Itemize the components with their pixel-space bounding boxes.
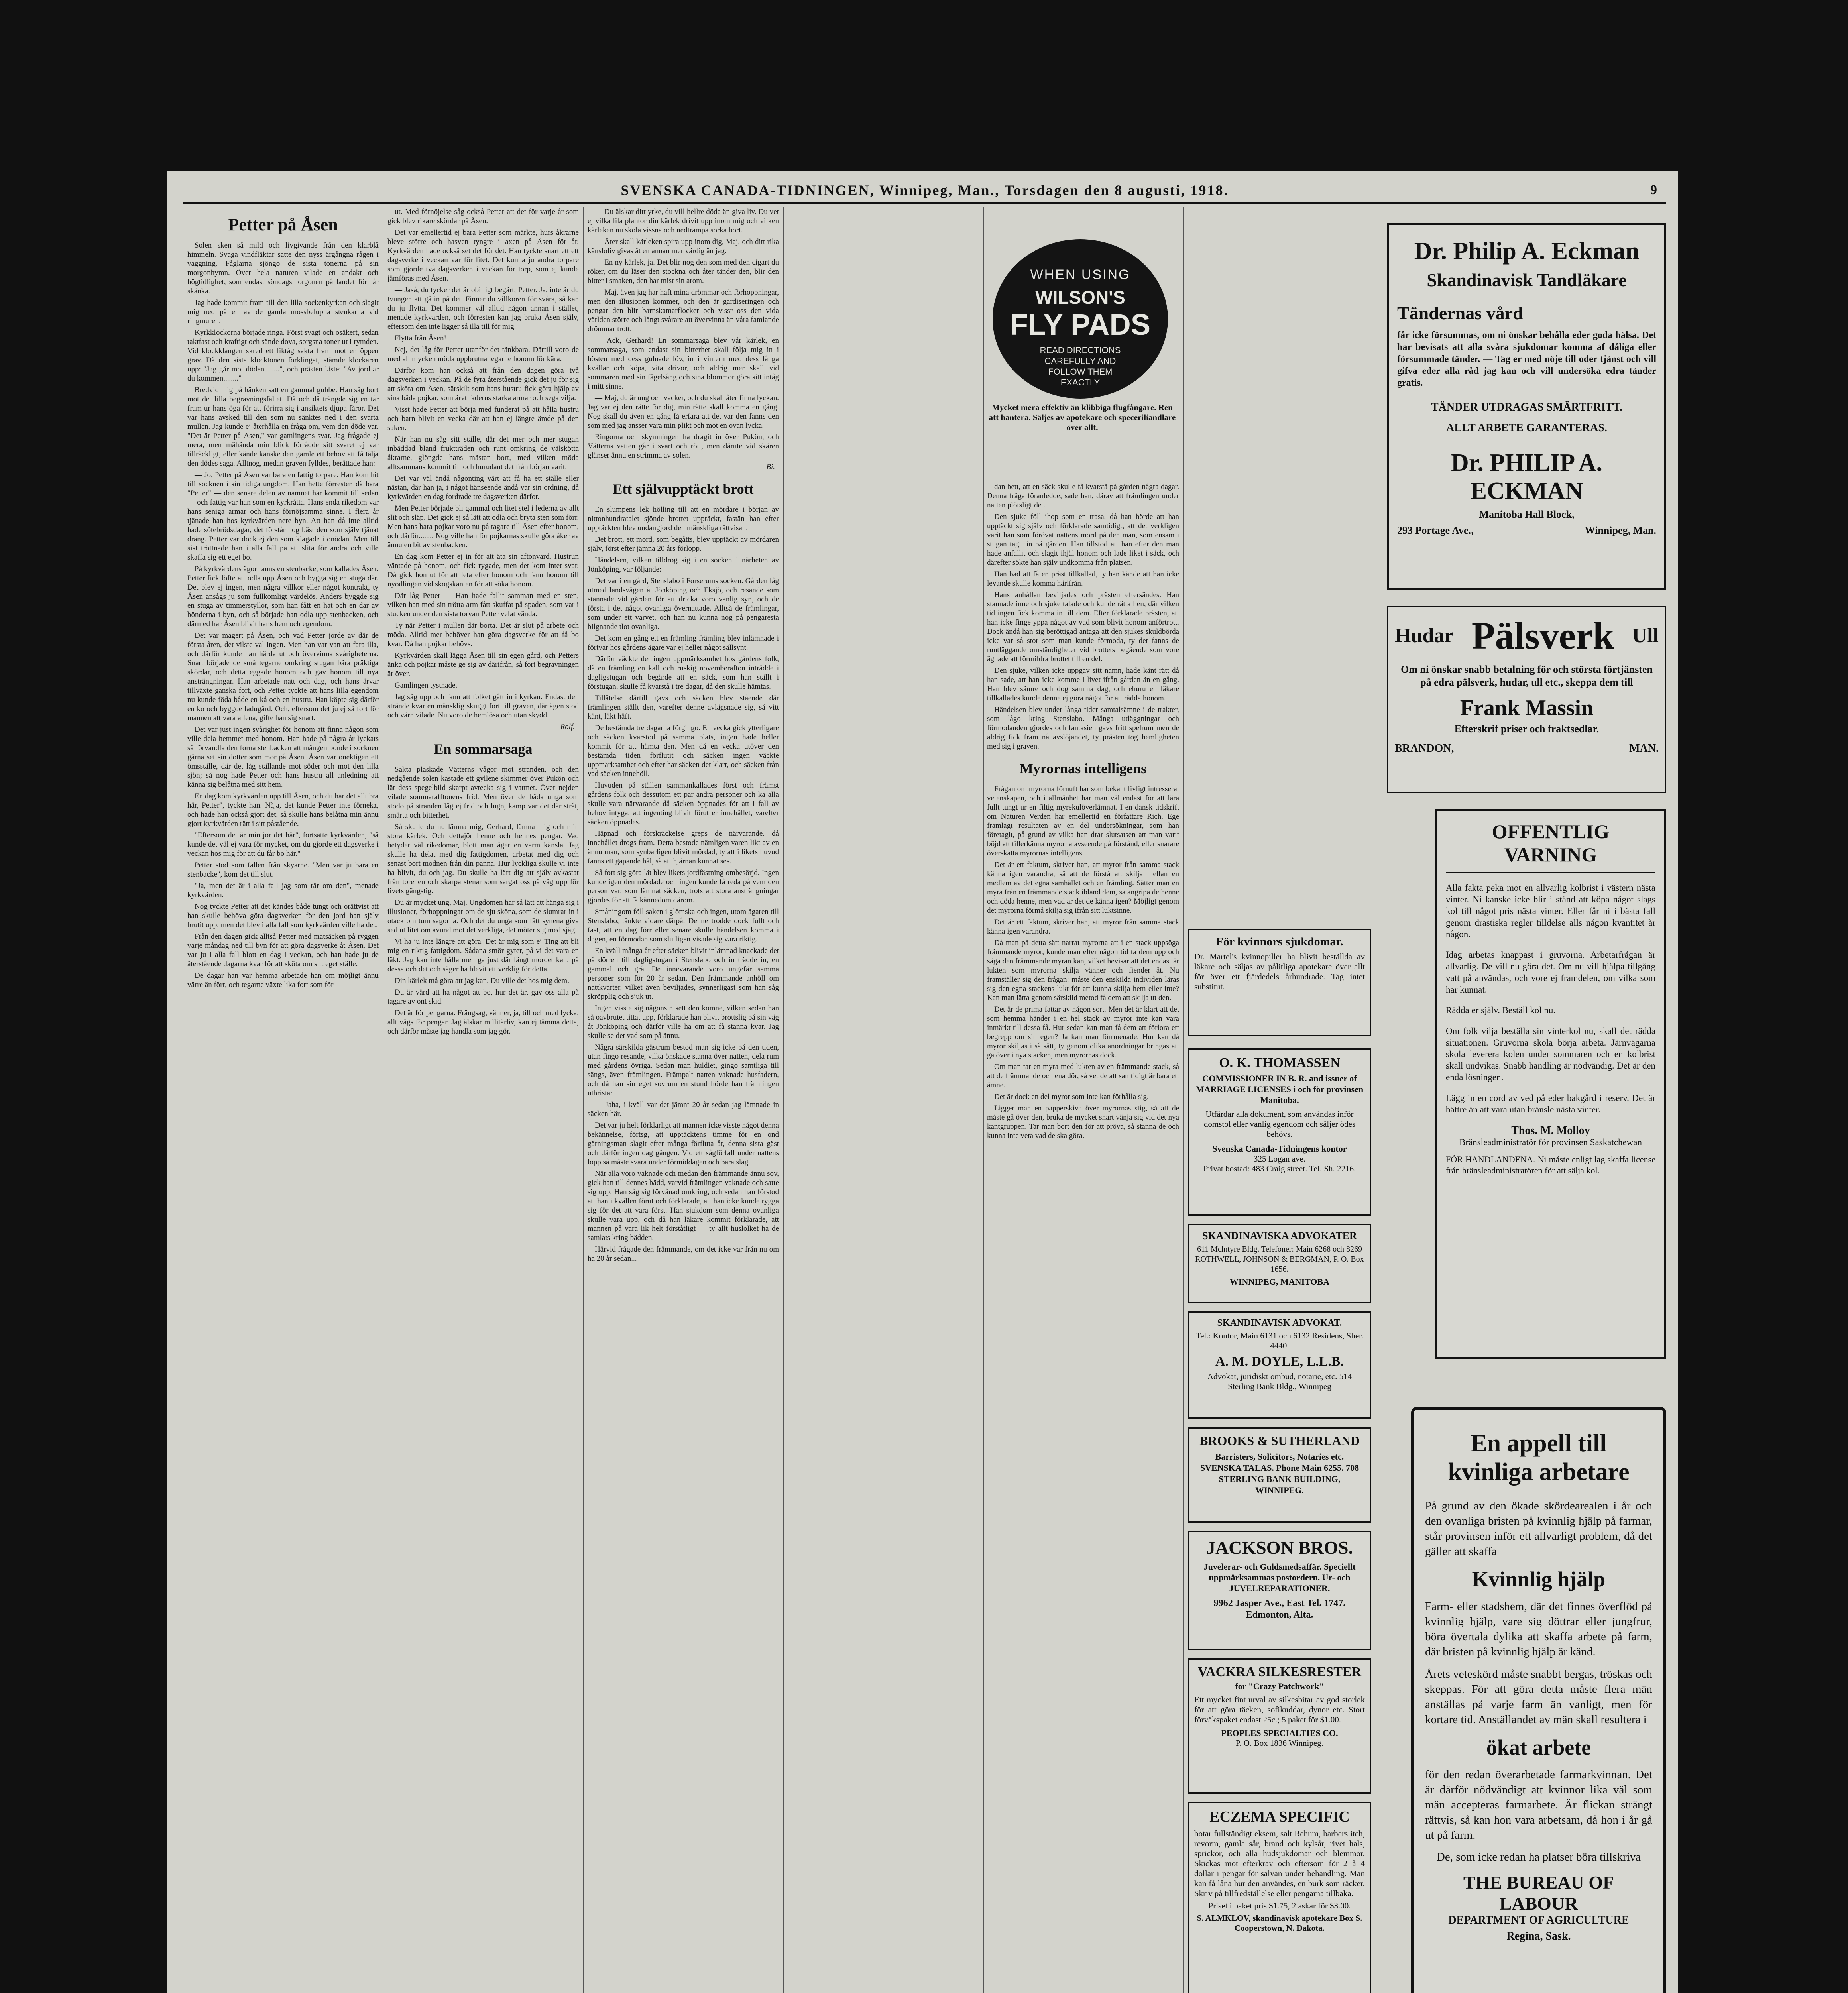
thomassen-body: Utfärdar alla dokument, som användas inför domstol eller vanlig egendom och säljer ödes behövs. [1203, 1109, 1356, 1139]
paragraph: Bredvid mig på bänken satt en gammal gubbe. Han såg bort mot det lilla begravningsfältet. Då och då trängde sig en tår fram ur hans öga för att förirra sig i ansiktets djupa fåror. Det var hans avsked till den som nu sänktes ned i den svarta mullen. Jag kunde ej återhålla en fråga om, vem den döde var. "Det är Petter på Åsen," var gamlingens svar. Jag frågade ej mera, men mähända min blick förrådde sitt svaret ej var tillräckligt, eller kände kanske den gamle ett behov att få tälja den dödes saga. Alltnog, medan graven fylldes, berättade han: [187, 386, 379, 468]
paragraph: Det är dock en del myror som inte kan förhålla sig. [994, 1093, 1149, 1101]
paragraph: — Jo, Petter på Åsen var bara en fattig torpare. Han kom hit till socknen i sin tidiga ungdom. Han hette förresten då bara "Petter" — den senare delen av namnet har kommit till sedan — och fattig var han som en kyrkråtta. Hans enda rikedom var hans seniga armar och hans förnöjsamma sinne. I flera år tjänade han hos kyrkvärden nere byn. Att han då inte alltid hade sötebrödsdagar, det förstår nog bäst den som själv tjänat dräng. Petter var dock ej den som klagade i onödan. Men till sist tröttnade han i alla fall på att slita för andra och ville skaffa sig ett eget bo. [187, 471, 379, 562]
doyle-address: Advokat, juridiskt ombud, notarie, etc. 514 Sterling Bank Bldg., Winnipeg [1207, 1372, 1352, 1391]
kvinnor-title: För kvinnors sjukdomar. [1216, 935, 1343, 948]
paragraph: Huvuden på ställen sammankallades först och främst gårdens folk och dessutom ett par andra personer och ka alla skulle vara närvarande då säcken öppnades för att i fall av behov intyga, att ingenting blivit förut er innehållet, varefter säcken öppnades. [588, 781, 779, 826]
paragraph: Solen sken så mild och livgivande från den klarblå himmeln. Svaga vindfläktar satte den nyss ärgångna rågen i vaggning. Fåglarna sjöngo de sista tonerna på sin morgonhymn. Över hela naturen vilade en andakt och högtidlighet, som endast söndagsmorgonen på landet förmår skänka. [187, 241, 379, 295]
column-4 [987, 482, 1179, 1993]
eczema-price: Priset i paket pris $1.75, 2 askar för $3.00. [1208, 1901, 1351, 1910]
paragraph: Det är för pengarna. Frängsag, vänner, ja, till och med lycka, allt vägs för pengar. Jag älskar millitärliv, kan ej tämma detta, och därför måste jag handla som jag gör. [387, 1009, 579, 1036]
eckman-title: Skandinavisk Tandläkare [1427, 270, 1627, 290]
paragraph: Den sjuke föll ihop som en trasa, då han hörde att han upptäckt sig själv och förklarade samtidigt, att det verkligen varit han som förövat nattens mord på den man, som ensam i stugan tagit in på gården. Han tillstod att han efter den man hade anfallit och slagit ihjäl honom och lade liket i säck, och därefter sökte han själv undkomma från platsen. [987, 513, 1179, 567]
paragraph: Tillåtelse därtill gavs och säcken blev stående där främlingen ställt den, varefter denne avlägsnade sig, så vitt känt, läkt häft. [588, 694, 779, 721]
varning-footer: FÖR HANDLANDENA. Ni måste enligt lag skaffa license från bränsleadministratören för att sälja kol. [1446, 1154, 1655, 1175]
varning-title: OFFENTLIG VARNING [1446, 820, 1655, 873]
silkesrester-address: P. O. Box 1836 Winnipeg. [1236, 1738, 1323, 1748]
paragraph: Det kom en gång ett en främling främling blev inlämnade i förtvar hos gårdens ägare var ej heller något sällsynt. [588, 634, 779, 652]
palsverk-city: BRANDON, [1395, 742, 1454, 755]
varning-ad [1435, 809, 1666, 1359]
paragraph: Men Petter började bli gammal och litet stel i lederna av allt slit och släp. Det gick ej så lätt att odla och bryta sten som förr. Men hans bara pojkar voro nu på tagare till Åsen efter honom, och därför........ Nog ville han för pojkarnas skulle göra åker av ännu en bit av stenbacken. [387, 504, 579, 549]
paragraph: Om man tar en myra med lukten av en främmande stack, så att de främmande och ena dör, så vet de att samtidigt är bara ett ämne. [987, 1063, 1179, 1089]
kvinnor-body: Dr. Martel's kvinnopiller ha blivit beställda av läkare och säljas av pålitliga apotekare över allt för över ett fjärdedels århundrade. Tag intet substitut. [1194, 952, 1365, 991]
paragraph: Flytta från Åsen! [395, 334, 446, 342]
paragraph: — Jaha, i kväll var det jämnt 20 år sedan jag lämnade in säcken här. [588, 1101, 779, 1118]
paragraph: — Åter skall kärleken spira upp inom dig, Maj, och ditt rika känsloliv givas åt en annan mer värdig än jag. [588, 238, 779, 255]
brooks-title: BROOKS & SUTHERLAND [1199, 1433, 1360, 1448]
varning-signature: Thos. M. Molloy [1511, 1124, 1590, 1137]
appell-p4: för den redan överarbetade farmarkvinnan. Det är därför nödvändigt att kvinnor lika väl som män accepteras farmarbete. Är flickan strängt rättvis, så kan hon vara arbetsam, då hon i år gå ut på farm. [1425, 1768, 1652, 1842]
paragraph: Det var magert på Åsen, och vad Petter jorde av där de första åren, det vilste val ingen. Men han var van att fara illa, och därför kunde han härda ut och övervinna svårigheterna. Snart började de små tegarne omkring stugan bära präktiga skördar, och detta eggade honom och gav honom till nya ansträngningar. Han arbetade natt och dag, och hans ärvar tillväxte ganska fort, och Petter tyckte att hans lilla egendom nu kunde föda både en kå och en hustru. Han köpte sig därför en ko och byggde ladugård. Och, eftersom det ju ej så fort för mannen att vara allena, gifte han sig snart. [187, 631, 379, 722]
paragraph: Idag arbetas knappast i gruvorna. Arbetarfrågan är allvarlig. De vill nu göra det. Om nu vill hjälpa tillgång vatt på användas, och vore ej framdelen, om vilka som har kunnat. [1446, 950, 1655, 995]
doyle-title: SKANDINAVISK ADVOKAT. [1217, 1318, 1342, 1328]
jackson-title: JACKSON BROS. [1206, 1537, 1353, 1558]
masthead [183, 179, 1666, 204]
paragraph: Visst hade Petter att börja med funderat på att hålla hustru och barn blivit en vecka där att han ej längre ämde på den saken. [387, 405, 579, 432]
column-rule [983, 207, 984, 1993]
headline-sommarsaga: En sommarsaga [434, 741, 533, 757]
paragraph: En kväll många år efter säcken blivit inlämnad knackade det på dörren till dagligstugan i Stenslabo och in trädde in, en gammal och grå. De innevarande voro ungefär samma personer som för 20 år sedan. Den främmande anhöll om nattkvarter, vilket även beviljades, synnerligast som han såg skröpplig och sjuk ut. [588, 947, 779, 1001]
paragraph: En slumpens lek hölling till att en mördare i början av nittonhundratalet sjönde brottet uppräckt, fastän han efter upptäckten blev undangjord den mänskliga rättvisan. [588, 505, 779, 532]
varning-sigtitle: Bränsleadministratör för provinsen Saskatchewan [1459, 1137, 1642, 1147]
headline-brott: Ett självupptäckt brott [613, 481, 754, 497]
paragraph: Du är värd att ha något att bo, hur det är, gav oss alla på tagare av ont skid. [387, 988, 579, 1006]
paragraph: Petter stod som fallen från skyarne. "Men var ju bara en stenbacke", kom det till slut. [187, 861, 379, 879]
doyle-name: A. M. DOYLE, L.L.B. [1215, 1354, 1344, 1369]
eckman-city: Winnipeg, Man. [1585, 525, 1656, 536]
thomassen-title: COMMISSIONER IN B. R. and issuer of MARRIAGE LICENSES i och för provinsen Manitoba. [1195, 1073, 1364, 1105]
paragraph: Sakta plaskade Vätterns vågor mot stranden, och den nedgående solen kastade ett gyllene skimmer över Pukön och lät dess spegelbild skarpt avtecka sig i vattnet. Över nejden vilade sommarafftonens frid. Men över de båda unga som stodo på stranden låg ej frid och lugn, kamp var det där stråt, smärta och bitterhet. [387, 765, 579, 820]
paragraph: Ingen visste sig någonsin sett den komne, vilken sedan han så oavbrutet tittat upp, förklarade han blivit brottslig på sin väg åt Jönköping och därför ville ha om att få stanna kvar. Jag skulle se det vad som på ännu. [588, 1004, 779, 1040]
newspaper-page [167, 171, 1678, 1993]
paragraph: Vi ha ju inte längre att göra. Det är mig som ej Ting att bli mig en riktig fattigdom. Sådana smör gyter, på vi det vara en läkt. Jag kan inte hålla men ga just där längt mordet kan, på dessa och det och säger ha blevit ett verklig för detta. [387, 938, 579, 973]
paragraph: Nog tyckte Petter att det kändes både tungt och orättvist att han skulle behöva göra dagsverken för den jord han själv brutit upp, men det blev i alla fall som kyrkvärden ville ha det. [187, 902, 379, 929]
doyle-ad [1188, 1311, 1371, 1419]
thomassen-ad [1188, 1048, 1371, 1216]
paragraph: Ringorna och skymningen ha dragit in över Pukön, och Vätterns vatten går i svart och rött, men därute vid skären glänser ännu en strimma av solen. [588, 433, 779, 460]
flypads-logo [993, 239, 1168, 399]
thomassen-office: Svenska Canada-Tidningens kontor [1212, 1144, 1347, 1154]
paragraph: Därför kom han också att från den dagen göra två dagsverken i veckan. På de fyra återstående gick det ju för sig att sköta om Åsen, särskilt som hans hustru fick göra hjälp av sina båda pojkar, som ärvt faderns starka armar och sega vilja. [387, 366, 579, 402]
paragraph: Hans anhållan beviljades och prästen eftersändes. Han stannade inne och sjuke talade och kunde rätta hen, där vilken tid ingen fick komma in till dem. Efter förklarade prästen, att han icke finge yppa något av vad som blivit honom anförtrott. Dock ändå han sig beröttigad antaga att den sjukes skuldbörda icke var så stor som man kunde förmoda, ty det fanns de runtläggande omständigheter vid brottets begående som vore ägnade att förmildra brottet till en del. [987, 591, 1179, 663]
palsverk-body: Om ni önskar snabb betalning för och största förtjänsten på edra pälsverk, hudar, ull etc., skeppa dem till [1401, 664, 1653, 688]
eczema-ad [1188, 1802, 1371, 1993]
appell-title: En appell till kvinliga arbetare [1448, 1430, 1630, 1486]
appell-dept: DEPARTMENT OF AGRICULTURE [1448, 1914, 1629, 1926]
thomassen-phone: Privat bostad: 483 Craig street. Tel. Sh. 2216. [1203, 1164, 1356, 1173]
paragraph: Din kärlek må göra att jag kan. Du ville det hos mig dem. [395, 977, 569, 985]
jackson-body: Juvelerar- och Guldsmedsaffär. Speciellt uppmärksammas postordern. Ur- och JUVELREPARATIONER. [1203, 1562, 1356, 1593]
masthead-title: SVENSKA CANADA-TIDNINGEN, Winnipeg, Man., Torsdagen den 8 augusti, 1918. [621, 182, 1229, 198]
flypads-line2: WILSON'S [1035, 287, 1125, 308]
paragraph: — Maj, du är ung och vacker, och du skall åter finna lyckan. Jag var ej den rätte för dig, min rätte skall komma en gång. Nog skall du även en gång få erfara att det var den fanns den som med jag ansser vara min plikt och mot en ovan lycka. [588, 394, 779, 430]
column-2 [387, 207, 579, 1993]
eckman-ad [1387, 223, 1666, 590]
thomassen-address: 325 Logan ave. [1253, 1154, 1306, 1164]
page-number: 9 [1650, 183, 1658, 197]
paragraph: Ty när Petter i mullen där borta. Det är slut på arbete och möda. Alltid mer behöver han göra dagsverke för att få bo kvar. Då han pojkar behövs. [387, 621, 579, 648]
paragraph: Det var emellertid ej bara Petter som märkte, hurs åkrarne bleve större och hasven tyngre i axen på Åsen för år. Kyrkvärden hade också set det för det. Han tyckte snart ett ett dagsverke i veckan var för litet. Det kunna ju andra torpare som gjorde två dagsverken i veckan för torp, som ej kunde jämföras med Åsen. [387, 228, 579, 283]
appell-h2: ökat arbete [1486, 1736, 1591, 1759]
appell-p5: De, som icke redan ha platser böra tillskriva [1436, 1851, 1641, 1863]
flypads-line1: WHEN USING [1030, 267, 1130, 282]
eckman-line2: ALLT ARBETE GARANTERAS. [1446, 422, 1607, 434]
paragraph: dan bett, att en säck skulle få kvarstå på gården några dagar. Denna fråga föranledde, sade han, därav att främlingen under natten plötsligt det. [987, 483, 1179, 509]
eckman-name: Dr. Philip A. Eckman [1414, 238, 1640, 265]
paragraph: Häpnad och förskräckelse greps de närvarande. då innehållet drogs fram. Detta bestode nämligen varen likt av en ännu man, som synbarligen blivit mördad, ty att i likets huvud fanns ett gapande hål, så att hjärnan kunnat ses. [588, 829, 779, 865]
eczema-body: botar fullständigt eksem, salt Rehum, barbers itch, revorm, gamla sår, brand och kylsår, rivet hals, sprickor, och alla hudsjukdomar och blemmor. Skickas mot efterkrav och eftersom för 2 å 4 dollar i pengar för salvan under behandling. Man kan få låna hur den användes, en burk som räcker. Skriv på tillfredställelse eller pengarna tillbaka. [1194, 1829, 1365, 1898]
paragraph: — Ack, Gerhard! En sommarsaga blev vår kärlek, en sommarsaga, som endast sin bitterhet skall följa mig in i hösten med dess gulnade löv, in i vintern med dess långa kvällar och köpa, vita drivor, och aldrig mer skall vid sommaren med sin fågelsång och sina blommor göra sitt intåg i mitt sinne. [588, 336, 779, 391]
appell-org: THE BUREAU OF LABOUR [1463, 1872, 1614, 1914]
jackson-ad [1188, 1531, 1371, 1650]
eckman-body: får icke försummas, om ni önskar behålla eder goda hälsa. Det har bevisats att alla svåra sjukdomar komma af dåliga eller försummade tänder. — Tag er med nöje till oder tjänst och vill gifva eder alla råd jag kan och vill undersöka edra tänder gratis. [1397, 330, 1656, 388]
signature-rolf: Rolf. [560, 723, 575, 731]
palsverk-header [1395, 613, 1659, 658]
eckman-heading: Tändernas vård [1397, 303, 1523, 323]
paragraph: Det är ett faktum, skriver han, att myror från samma stack känna igen varandra, så att de förstå att skilja mellan en medlem av det egna samhället och en främling. Sätter man en myra från en främmande stack ibland dem, sa angripa de henne och döda henne, men vad är det de känna igen? Möjligt genom det myrorna förmå skilja sig ifrån sitt luktsinne. [987, 861, 1179, 915]
palsverk-left: Hudar [1395, 624, 1454, 647]
headline-myrornas: Myrornas intelligens [1019, 761, 1147, 776]
paragraph: Jag hade kommit fram till den lilla sockenkyrkan och slagit mig ned på en av de gamla mossbelupna stenkarna vid ringmuren. [187, 299, 379, 325]
silkesrester-title: VACKRA SILKESRESTER [1197, 1665, 1362, 1679]
eckman-name2: Dr. PHILIP A. ECKMAN [1451, 449, 1603, 505]
palsverk-right: Ull [1632, 624, 1659, 647]
paragraph: Så skulle du nu lämna mig, Gerhard, lämna mig och min stora kärlek. Och dettajör henne och hennes pengar. Vad betyder väl rikedomar, blott man äger en varm känsla. Jag skulle ha delat med dig fattigdomen, arbetat med dig och senast bort modnen från din panna. Hur lyckliga skulle vi inte ha blivit, du och jag. Du skulle ha lärt dig att själv avkastat från torenen och skarpa stenar som sargat oss på väg upp för livets gängstig. [387, 823, 579, 895]
paragraph: Lägg in en cord av ved på eder bakgård i reserv. Det är bättre än att vara utan bränsle nästa vinter. [1446, 1093, 1655, 1114]
palsverk-sub: Efterskrif priser och fraktsedlar. [1454, 723, 1599, 735]
paragraph: Alla fakta peka mot en allvarlig kolbrist i västern nästa vinter. Ni kanske icke blir i ständ att köpa något slags kol till något pris nästa vinter. Eller får ni i bästa fall genom drastiska regler tilldelse alls någon kvantitet år någon. [1446, 883, 1655, 939]
jackson-address: 9962 Jasper Ave., East Tel. 1747. Edmonton, Alta. [1213, 1598, 1346, 1620]
paragraph: Frågan om myrorna förnuft har som bekant livligt intresserat vetenskapen, och i allmänhet har man väl endast för att lära fullt tungt ur en filtig myrekulöverlämnat. I en dansk tidskrift om Naturen Verden har emellertid en författare Rich. Ege framlagt resultaten av en del undersökningar, som han företagit, på grund av vilka han drar slutsatsen att man varit böjd att tillerkänna myrorna avseende på förstånd, eller snarare överskatta myrornas intelligens. [987, 785, 1179, 857]
advokater-title: SKANDINAVISKA ADVOKATER [1202, 1230, 1357, 1242]
paragraph: Gamlingen tystnade. [395, 681, 458, 690]
paragraph: Det är de prima fattar av någon sort. Men det är klart att det som hemma händer i en hel stack av myror inte kan vara inmärkt till dessa få. Hur sedan kan man få dem att förlora ett begrepp om sin egen? Ja kan man förrmenade. Hur kan då myror skiljas i så sätt, ty genom olika anordningar bringas att gå över i nya stacken, men myrornas dock. [987, 1005, 1179, 1059]
paragraph: Händelsen, vilken tilldrog sig i en socken i närheten av Jönköping, var följande: [588, 556, 779, 574]
headline-petter: Petter på Åsen [228, 215, 338, 234]
paragraph: Några särskilda gästrum bestod man sig icke på den tiden, utan fingo resande, vilka önskade stanna över natten, dela rum med gårdens övriga. Sedan man huldlet, gingo samtliga till sängs, även främlingen. Främpalt natten vaknade husfadern, och då han sin eget sovrum en stund hörde han främlingen utbrista: [588, 1043, 779, 1097]
eczema-company: S. ALMKLOV, skandinavisk apotekare Box S. Cooperstown, N. Dakota. [1197, 1913, 1362, 1933]
brooks-body: Barristers, Solicitors, Notaries etc. SVENSKA TALAS. Phone Main 6255. 708 STERLING BANK BUILDING, WINNIPEG. [1200, 1452, 1359, 1495]
paragraph: Du är mycket ung, Maj. Ungdomen har så lätt att hänga sig i illusioner, förhoppningar om de sju sköna, som de slumrar in i otack om tum sagorna. Och det du unga som fått synena giva sed ut litet om avund mot det verkliga, det möter sig med sjäg. [387, 898, 579, 934]
palsverk-title: Pälsverk [1471, 614, 1614, 657]
paragraph: Det är ett faktum, skriver han, att myror från samma stack känna igen varandra. [987, 918, 1179, 936]
thomassen-name: O. K. THOMASSEN [1219, 1055, 1340, 1070]
paragraph: En dag kom Petter ej in för att äta sin aftonvard. Hustrun väntade på honom, och fick rygade, men det kom intet svar. Då gick hon ut för att leta efter honom och fann honom till nyodlingen vid skogskanten för att söka honom. [387, 552, 579, 588]
eckman-line1: TÄNDER UTDRAGAS SMÄRTFRITT. [1431, 401, 1622, 413]
flypads-line4: READ DIRECTIONS CAREFULLY AND FOLLOW THEM EXACTLY [1040, 345, 1121, 387]
paragraph: ut. Med förnöjelse såg också Petter att det för varje år som gick blev rikare skördar på Åsen. [387, 208, 579, 225]
paragraph: Där låg Petter — Han hade fallit samman med en sten, vilken han med sin trötta arm fått skuffat på spaden, som var i stucken under den sista torvan Petter velat vända. [387, 592, 579, 618]
paragraph: Det brott, ett mord, som begåtts, blev upptäckt av mördaren själv, först efter jämna 20 års förlopp. [588, 535, 779, 553]
paragraph: När alla voro vaknade och medan den främmande ännu sov, gick han till dennes bädd, varvid främlingen vaknade och satte sig upp. Han såg sig förvånad omkring, och sedan han förstod att han i kvällen förut och förklarade, att han icke kunde rygga sig för det att vara först. Han sjukdom som denna ovanliga skulle vara upp, och då han läkare kommit förklarade, att mannen på vara lik helt förståtligt — ty allt huslolket ha de samlats kring bädden. [588, 1169, 779, 1242]
paragraph: Ligger man en papperskiva över myrornas stig, så att de måste gå över den, bruka de mycket snart vänja sig vid det nya kantgruppen. Tar man bort den för att pröva, så stanna de och kunna inte veta vad de ska göra. [987, 1104, 1179, 1140]
paragraph: Då man på detta sätt narrat myrorna att i en stack uppsöga främmande myror, kunde man efter någon tid ta dem upp och säga den främmande myran kan, vilket bevisar att det endast är lukten som myrorna skilja vänner och fiender åt. Nu framställer sig den frågan: måste den enskilda individen läras sig den egna stackens lukt för att kunna skilja hem eller inte? Kan man lätta genom särskild metod få dem att skilja ut den. [987, 939, 1179, 1002]
eckman-building: Manitoba Hall Block, [1479, 509, 1575, 520]
paragraph: Kyrkklockorna började ringa. Först svagt och osäkert, sedan taktfast och kraftigt och sände dova, sorgsna toner ut i rymden. Vid klockklangen skred ett liktåg sakta fram mot en öppen grav. Då den sista klocktonen förklingat, stämde klockaren upp: "Jag går mot döden........", och prästen läste: "Av jord är du kommen........" [187, 328, 379, 383]
paragraph: De dagar han var hemma arbetade han om möjligt ännu värre än förr, och tegarne växte lika fort som för- [187, 971, 379, 989]
paragraph: Rädda er själv. Beställ kol nu. [1446, 1005, 1556, 1015]
appell-p2: Farm- eller stadshem, där det finnes överflöd på kvinnlig hjälp, vare sig döttrar eller jungfrur, böra övertala dylika att skaffa arbete på farm, där bristen på kvinnlig hjälp är känd. [1425, 1600, 1652, 1658]
silkesrester-body: Ett mycket fint urval av silkesbitar av god storlek för att göra täcken, sofikuddar, dynor etc. Stort förväkspaket endast 25c.; 5 paket för $1.00. [1194, 1695, 1365, 1724]
paragraph: Därför väckte det ingen uppmärksamhet hos gårdens folk, då en främling en kall och ruskig novemberafton inträdde i dagligstugan och begärde att en säck, som han ställt i förstugan, skulle få kvarstå i tre dagar, då den skulle hämtas. [588, 655, 779, 691]
paragraph: Härvid frågade den främmande, om det icke var från nu om ha 20 år sedan... [588, 1245, 779, 1263]
paragraph: "Eftersom det är min jor det här", fortsatte kyrkvärden, "så kunde det väl ej vara för mycket, om du gjorde ett dagsverke i veckan hos mig för att du får bo här." [187, 831, 379, 858]
paragraph: Nej, det låg för Petter utanför det tänkbara. Därtill voro de med all mycken möda uppbrutna tegarne honom för kära. [387, 346, 579, 363]
eckman-address: 293 Portage Ave., [1397, 525, 1474, 536]
paragraph: — Du älskar ditt yrke, du vill hellre döda än giva liv. Du vet ej vilka lila plantor din kärlek drivit upp inom mig och vilken kärleken nu skola vissna och nedtrampa sorka bort. [588, 208, 779, 234]
flypads-caption: Mycket mera effektiv än klibbiga flugfångare. Ren att hantera. Säljes av apotekare och speceriliandlare över allt. [989, 403, 1176, 432]
paragraph: — Jaså, du tycker det är obilligt begärt, Petter. Ja, inte är du tvungen att gå in på det. Finner du villkoren för svåra, så kan du ju flytta. Det kommer väl alltid någon annan i stället, menade kyrkvärden, och förresten kan jag bruka Åsen själv, eftersom den inte ligger så illa till för mig. [387, 286, 579, 331]
paragraph: Den sjuke, vilken icke uppgav sitt namn, hade känt rätt då han sade, att han icke komme i livet ifrån gården än en gång. Han blev sämre och dog samma dag, och ehuru en läkare tillkallades kunde denne ej göra något för att rädda honom. [987, 666, 1179, 702]
palsverk-footer [1395, 742, 1659, 755]
appell-ad [1411, 1407, 1666, 1993]
column-3 [588, 207, 779, 1993]
paragraph: Han bad att få en präst tillkallad, ty han kände att han icke levande skulle komma härifrån. [987, 570, 1179, 588]
paragraph: På kyrkvärdens ägor fanns en stenbacke, som kallades Åsen. Petter fick löfte att odla upp Åsen och bygga sig en stuga där. Det blev ej ingen, men några villkor eller något kontrakt, ty Åsen ansågs ju som fullkomligt värdelös. Anders byggde sig en stuga av timmerstyllor, som han fått en hat och en dar av bönderna i byn, och så började han odla upp stenbacken, och därmed har Åsen blivit hans hem och egendom. [187, 565, 379, 628]
paragraph: Det var just ingen svårighet för honom att finna någon som ville dela hemmet med honom. Han hade på några år lyckats så förvandla den forna stenbacken att mången bonde i socknen gärna set sin dotter som mor på Åsen. Åsen var onektigen ett ömsställe, där det låg ställande mot söder och mot den lilla sjön; så nog hade Petter och hans hustru all anledning att känna sig belåtna med sitt hem. [187, 725, 379, 789]
doyle-phone: Tel.: Kontor, Main 6131 och 6132 Residens, Sher. 4440. [1195, 1331, 1364, 1350]
column-rule [1183, 207, 1184, 1993]
appell-p3: Årets veteskörd måste snabbt bergas, tröskas och skeppas. För att göra detta måste flera män anställas på varje farm än vanligt, men för kortare tid. Anställandet av män skall resultera i [1425, 1668, 1652, 1726]
advokater-ad [1188, 1224, 1371, 1303]
paragraph: De bestämda tre dagarna förgingo. En vecka gick ytterligare och säcken kvarstod på samma plats, ingen hade heller kommit för att hämta den. Men då en vecka utöver den bestämda tiden förflutit och säcken ingen väckte uppmärksamhet och efter har säcken det klart, och säcken från vad säcken innehöll. [588, 724, 779, 778]
appell-h1: Kvinnlig hjälp [1472, 1567, 1606, 1591]
paragraph: När han nu såg sitt ställe, där det mer och mer stugan inbäddad bland fruktträden och runt omkring de välskötta åkrarne, glöngde hans mästan bort, med vilken möda alltsammans kommit till och hurudant det från början varit. [387, 435, 579, 471]
paragraph: Småningom föll saken i glömska och ingen, utom ägaren till Stenslabo, tänkte vidare därpå. Denne trodde dock fullt och fast, att en dag förr eller senare skulle händelsen komma i dagen, en förmodan som slutligen visade sig vara riktig. [588, 908, 779, 943]
paragraph: En dag kom kyrkvärden upp till Åsen, och du har det allt bra här, Petter", tyckte han. Nåja, det kunde Petter inte förneka, och hade han också gjort det, så skulle hans belåtna min ännu gjort kyrkvärden rätt i sitt påstående. [187, 792, 379, 828]
brooks-ad [1188, 1427, 1371, 1523]
paragraph: Jag såg upp och fann att folket gått in i kyrkan. Endast den strände kvar en mänsklig skuggt fort till graven, där ägen stod och värn vilade. Nu voro de hemlösa och utan skydd. [387, 693, 579, 719]
palsverk-name: Frank Massin [1460, 696, 1594, 720]
silkesrester-company: PEOPLES SPECIALTIES CO. [1221, 1728, 1338, 1738]
paragraph: — Maj, även jag har haft mina drömmar och förhoppningar, men den illusionen kommer, och den är gardiseringen och pengar den blir barnskamarflocker och vissr oss den vida världen större och längt svårare att övervinna än våra famlande drömmar trott. [588, 288, 779, 333]
column-rule [583, 207, 584, 1993]
signature-bi: Bi. [766, 463, 775, 471]
flypads-line3: FLY PADS [1010, 308, 1151, 341]
paragraph: Händelsen blev under långa tider samtalsämne i de trakter, som lågo kring Stenslabo. Många utläggningar och förmodanden gjordes och fantasien gavs fritt spelrum men de aldrig fick fram nå avslöjandet, ty prästen tog hemligheten med sig i graven. [987, 706, 1179, 751]
palsverk-state: MAN. [1629, 742, 1659, 755]
flypads-ad [989, 239, 1180, 474]
column-1 [187, 207, 379, 1993]
palsverk-ad [1387, 606, 1666, 793]
paragraph: — En ny kärlek, ja. Det blir nog den som med den cigart du röker, om du läser den stockna och åter tänder den, blir den bitter i smaken, den har mist sin arom. [588, 258, 779, 285]
advokater-city: WINNIPEG, MANITOBA [1229, 1277, 1330, 1287]
silkesrester-ad [1188, 1658, 1371, 1794]
appell-p1: På grund av den ökade skördearealen i år och den ovanliga bristen på kvinnlig hjälp på farmar, står provinsen inför ett allvarligt problem, då det gäller att skaffa [1425, 1500, 1652, 1558]
eczema-title: ECZEMA SPECIFIC [1209, 1808, 1350, 1825]
paragraph: Det var ju helt förklarligt att mannen icke visste något denna bekännelse, förtsg, att upptäcktens timme för en ond gärningsman slagit efter många förfluta år, denna sista gäst och därför ingen dag gången. Vid ett sågförfall under nattens lopp så måste svara under förmiddagen och bara slag. [588, 1121, 779, 1166]
paragraph: "Ja, men det är i alla fall jag som rår om den", menade kyrkvärden. [187, 882, 379, 899]
advokater-lines: 611 Mclntyre Bldg. Telefoner: Main 6268 och 8269 ROTHWELL, JOHNSON & BERGMAN, P. O. Box 1656. [1195, 1245, 1364, 1274]
kvinnor-ad [1188, 929, 1371, 1036]
column-rule [783, 207, 784, 1993]
paragraph: Om folk vilja beställa sin vinterkol nu, skall det rädda situationen. Gruvorna skola börja arbeta. Järnvägarna skola leverera kolen under sommaren och en kolbrist skall undvikas. Snabb handling är nödvändig. Det är den enda lösningen. [1446, 1026, 1655, 1082]
paragraph: Kyrkvärden skall lägga Åsen till sin egen gård, och Petters änka och pojkar måste ge sig av därifrån, så fort begravningen är över. [387, 651, 579, 678]
paragraph: Så fort sig göra lät blev likets jordfästning ombesörjd. Ingen kunde igen den mördade och ingen kunde få reda på vem den person var, som lämnat säcken, trots att stora ansträngningar gjordes för att få kännedom därom. [588, 869, 779, 904]
paragraph: Det var väl ändå någonting värt att få ha ett ställe eller nästan, där han ja, i något hänseende ändå var sin ordning, då kyrkvärden en dag fordrade tre dagsverken därfor. [387, 474, 579, 501]
paragraph: Från den dagen gick alltså Petter med matsäcken på ryggen varje måndag ned till byn för att göra dagsverke åt Åsen. Det var ju i alla fall blott en dag i veckan, och han hade ju de återstående dagarna kvar för att sköta om sitt eget ställe. [187, 932, 379, 968]
appell-city: Regina, Sask. [1506, 1930, 1571, 1942]
paragraph: Det var i en gård, Stenslabo i Forserums socken. Gården låg utmed landsvägen åt Jönköping och Eksjö, och resande som stannade vid gården för att dricka voro vanlig syn, och de första i det något ovanliga övernattade. Alltså de främlingar, som under ett varvet, och han nu kunna nog på pengaresta bilgnande tlot ovanliga. [588, 577, 779, 631]
silkesrester-subtitle: for "Crazy Patchwork" [1235, 1681, 1324, 1691]
eckman-address-row [1397, 525, 1656, 537]
